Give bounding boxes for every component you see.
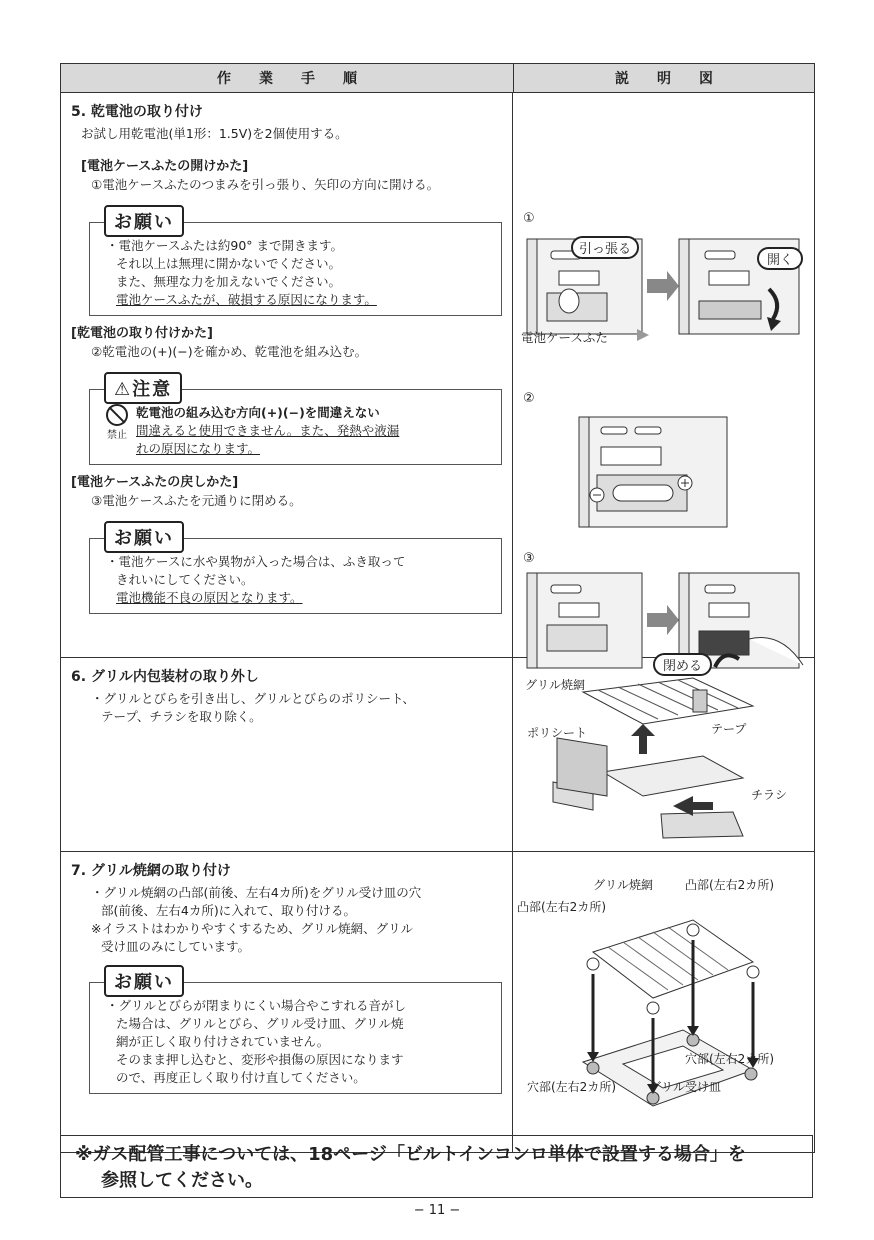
caution-line: れの原因になります。 <box>136 441 261 456</box>
grill-tray-label: グリル受け皿 <box>649 1080 722 1094</box>
section-6-title: 6. グリル内包装材の取り外し <box>71 669 259 685</box>
request-2-line: 電池機能不良の原因となります。 <box>116 590 303 605</box>
step-3: ③電池ケースふたを元通りに閉める。 <box>91 493 302 508</box>
install-battery-heading: [乾電池の取り付けかた] <box>71 326 213 341</box>
request-tag-2: お願い <box>104 521 184 553</box>
section-6-line: テープ、チラシを取り除く。 <box>101 709 262 724</box>
battery-intro: お試し用乾電池(単1形：1.5V)を2個使用する。 <box>81 126 348 141</box>
open-lid-heading: [電池ケースふたの開けかた] <box>81 159 249 174</box>
request-3-line: そのまま押し込むと、変形や損傷の原因になります <box>116 1052 404 1067</box>
section-5-text <box>61 93 513 657</box>
request-1-line: ・電池ケースふたは約90° まで開きます。 <box>106 238 344 253</box>
request-3-line: ので、再度正しく取り付け直してください。 <box>116 1070 366 1085</box>
grill-net-label-2: グリル焼網 <box>593 878 654 892</box>
table-header <box>61 64 814 93</box>
section-7-figure <box>513 852 814 1152</box>
close-lid-heading: [電池ケースふたの戻しかた] <box>71 475 239 490</box>
section-5-row <box>61 93 814 674</box>
grill-net-label: グリル焼網 <box>525 678 586 692</box>
pull-label: 引っ張る <box>571 236 639 259</box>
procedure-table <box>60 63 815 1153</box>
section-5-figure <box>513 93 814 674</box>
section-6-row <box>61 658 814 852</box>
convex-right-label: 凸部(左右2カ所) <box>685 878 774 892</box>
section-7-note: ※イラストはわかりやすくするため、グリル焼網、グリル <box>91 921 414 936</box>
tape-label: テープ <box>711 722 747 736</box>
open-label: 開く <box>757 247 803 270</box>
section-6-text <box>61 658 513 851</box>
request-3-line: た場合は、グリルとびら、グリル受け皿、グリル焼 <box>116 1016 404 1031</box>
figure-1-number: ① <box>523 211 535 226</box>
figure-2-number: ② <box>523 391 535 406</box>
gas-piping-note-line-2: 参照してください。 <box>101 1170 263 1191</box>
request-box-1 <box>89 212 502 316</box>
gas-piping-note-line-1: ※ガス配管工事については、18ページ「ビルトインコンロ単体で設置する場合」を <box>75 1144 746 1165</box>
hole-left-label: 穴部(左右2カ所) <box>527 1080 616 1094</box>
hole-right-label: 穴部(左右2カ所) <box>685 1052 774 1066</box>
caution-line: 乾電池の組み込む方向(+)(−)を間違えない <box>136 405 380 420</box>
section-7-line: 部(前後、左右4カ所)に入れて、取り付ける。 <box>101 903 356 918</box>
step-2: ②乾電池の(+)(−)を確かめ、乾電池を組み込む。 <box>91 344 368 359</box>
section-7-row <box>61 852 814 1152</box>
request-1-line: また、無理な力を加えないでください。 <box>116 274 342 289</box>
gas-piping-note <box>60 1135 813 1198</box>
section-5-title: 5. 乾電池の取り付け <box>71 104 203 120</box>
request-3-line: ・グリルとびらが閉まりにくい場合やこすれる音がし <box>106 998 407 1013</box>
poly-sheet-label: ポリシート <box>527 726 588 740</box>
figure-2-illustration <box>573 413 733 533</box>
header-procedure: 作 業 手 順 <box>61 64 514 92</box>
request-2-line: きれいにしてください。 <box>116 572 254 587</box>
request-1-line: 電池ケースふたが、破損する原因になります。 <box>116 292 377 307</box>
grill-packaging-illustration <box>543 672 803 842</box>
header-diagram: 説 明 図 <box>615 71 713 87</box>
figure-3-number: ③ <box>523 551 535 566</box>
request-tag-3: お願い <box>104 965 184 997</box>
request-box-2 <box>89 528 502 614</box>
close-label: 閉める <box>653 653 712 676</box>
battery-lid-label: 電池ケースふた <box>521 330 608 345</box>
caution-box <box>89 379 502 465</box>
flyer-label: チラシ <box>751 788 788 802</box>
caution-tag: ⚠注意 <box>104 372 182 404</box>
prohibition-label: 禁止 <box>107 430 127 441</box>
section-7-line: ・グリル焼網の凸部(前後、左右4カ所)をグリル受け皿の穴 <box>91 885 422 900</box>
section-6-figure <box>513 658 814 851</box>
section-6-line: ・グリルとびらを引き出し、グリルとびらのポリシート、 <box>91 691 415 706</box>
request-3-line: 網が正しく取り付けされていません。 <box>116 1034 330 1049</box>
caution-content <box>106 404 491 458</box>
request-tag-1: お願い <box>104 205 184 237</box>
step-1: ①電池ケースふたのつまみを引っ張り、矢印の方向に開ける。 <box>91 177 440 192</box>
section-7-note: 受け皿のみにしています。 <box>101 939 251 954</box>
request-box-3 <box>89 972 502 1094</box>
page-number: − 11 − <box>413 1203 461 1218</box>
convex-left-label: 凸部(左右2カ所) <box>517 900 606 914</box>
section-7-text <box>61 852 513 1152</box>
caution-line: 間違えると使用できません。また、発熱や液漏 <box>136 423 400 438</box>
prohibition-icon <box>106 404 128 458</box>
request-1-line: それ以上は無理に開かないでください。 <box>116 256 342 271</box>
section-7-title: 7. グリル焼網の取り付け <box>71 863 231 879</box>
request-2-line: ・電池ケースに水や異物が入った場合は、ふき取って <box>106 554 406 569</box>
